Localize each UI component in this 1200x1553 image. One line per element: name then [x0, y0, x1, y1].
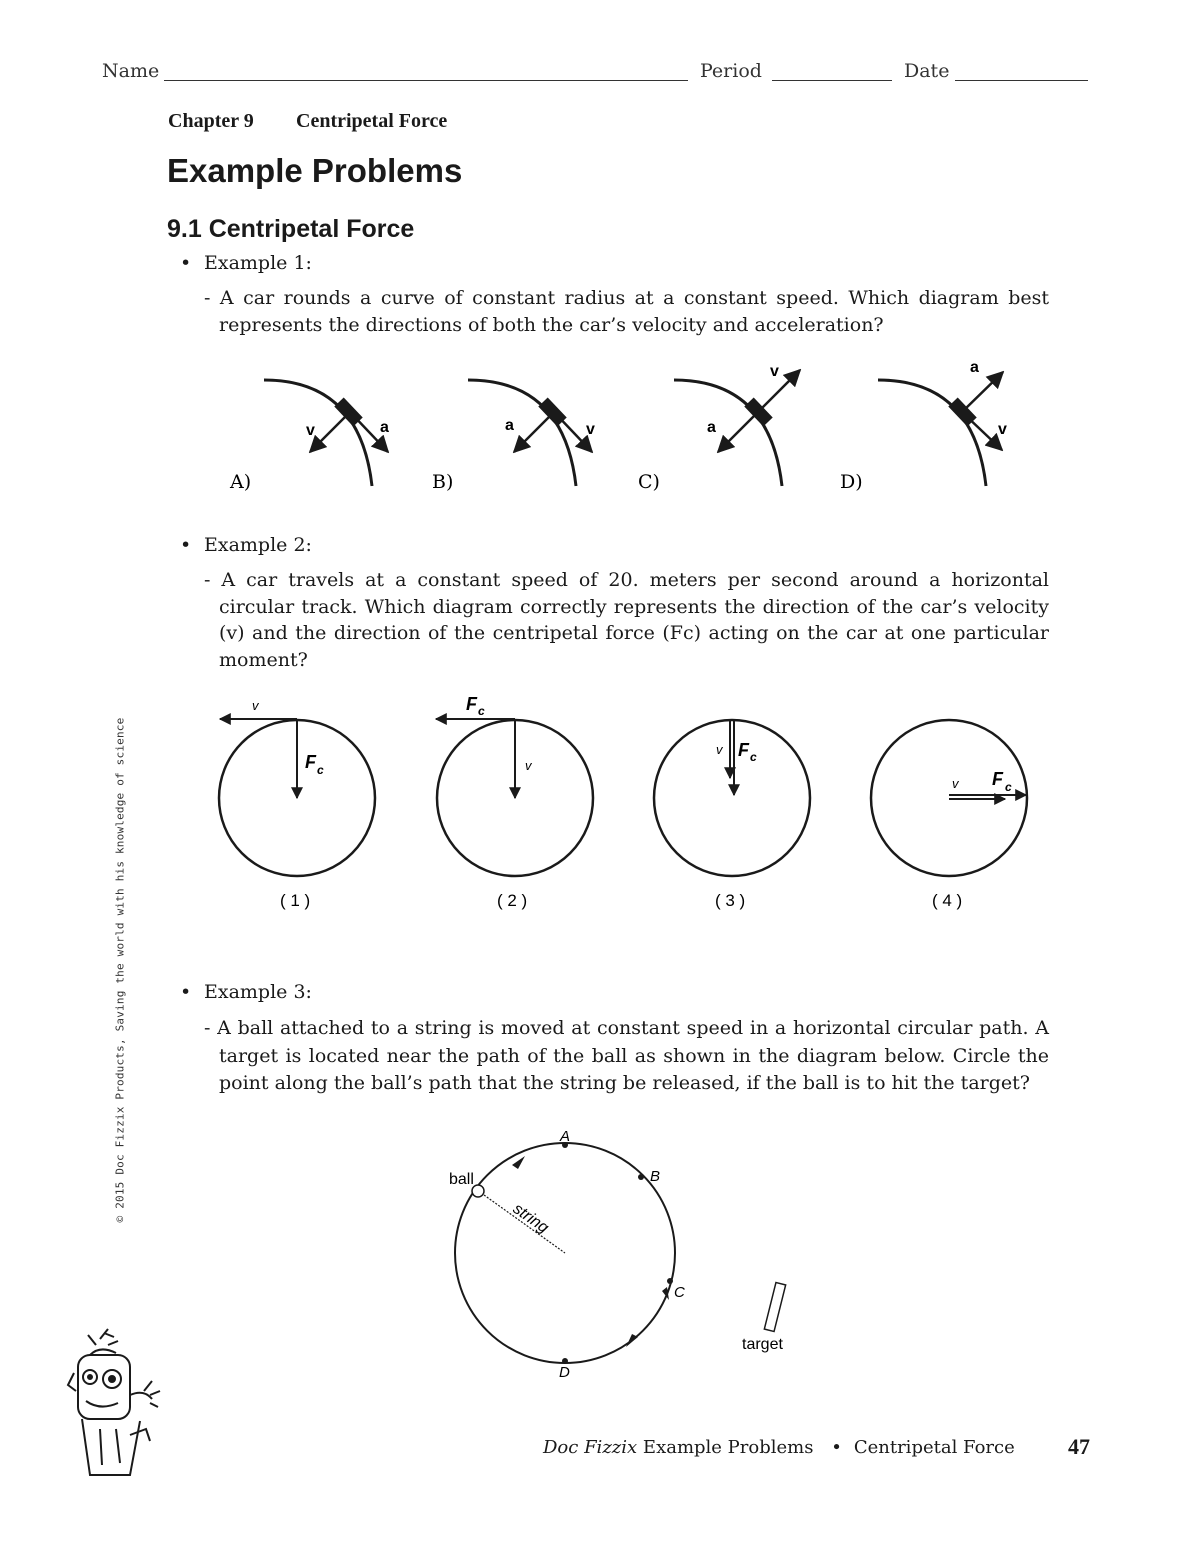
footer-title: Example Problems: [637, 1437, 814, 1458]
choice-d-label: D): [840, 471, 863, 493]
a-label: a: [505, 417, 514, 434]
bullet-3: •: [180, 981, 192, 1003]
target-shape: [764, 1283, 785, 1332]
string-label: string: [509, 1200, 552, 1237]
period-line[interactable]: [772, 80, 892, 81]
point-d-label: D: [559, 1364, 570, 1381]
v-label: v: [770, 363, 779, 380]
point-a-label: A: [560, 1128, 571, 1145]
ball-label: ball: [449, 1171, 474, 1188]
f-label: F: [738, 740, 749, 760]
figure-2-diagrams: [200, 690, 1060, 915]
f-label: F: [305, 752, 316, 772]
name-line[interactable]: [164, 80, 688, 81]
circle-3-label: ( 3 ): [715, 891, 746, 910]
bullet-1: •: [180, 252, 192, 274]
v-label: v: [306, 422, 315, 439]
chapter-title: Centripetal Force: [296, 110, 448, 132]
choice-b-diagram: [432, 380, 595, 493]
v-label: v: [998, 421, 1007, 438]
choice-b-label: B): [432, 471, 454, 493]
c-subscript: c: [750, 750, 757, 764]
footer: [543, 1437, 1015, 1458]
v-label: v: [716, 742, 723, 757]
example-1-text: - A car rounds a curve of constant radius at a constant speed. Which diagram best represents the directions of both the car’s velocity and acceleration?: [204, 287, 1049, 336]
circle-1-diagram: [219, 698, 375, 910]
v-label: v: [586, 421, 595, 438]
circle-2-label: ( 2 ): [497, 891, 528, 910]
choice-a-diagram: [229, 380, 389, 493]
circle-4-diagram: [871, 720, 1027, 910]
a-label: a: [707, 419, 716, 436]
c-subscript: c: [1005, 780, 1012, 794]
v-label: v: [252, 698, 259, 713]
page-title: Example Problems: [167, 152, 463, 189]
footer-bullet: •: [831, 1437, 842, 1458]
c-subscript: c: [478, 704, 485, 718]
period-label: Period: [700, 60, 762, 82]
date-line[interactable]: [955, 80, 1088, 81]
copyright-sidebar: © 2015 Doc Fizzix Products, Saving the world with his knowledge of science: [113, 717, 127, 1223]
circle-1-label: ( 1 ): [280, 891, 311, 910]
f-label: F: [466, 694, 477, 714]
v-label: v: [525, 758, 532, 773]
page-number: 47: [1068, 1434, 1090, 1459]
chapter-number: Chapter 9: [168, 110, 254, 132]
name-label: Name: [102, 60, 160, 82]
a-label: a: [970, 359, 979, 376]
doc-fizzix-mascot-icon: [60, 1325, 165, 1480]
example-1-label: Example 1:: [204, 252, 312, 274]
choice-c-label: C): [638, 471, 660, 493]
choice-d-diagram: [840, 359, 1007, 493]
footer-brand: Doc Fizzix: [543, 1437, 638, 1458]
circle-2-diagram: [436, 694, 593, 910]
example-2-text: - A car travels at a constant speed of 20. meters per second around a horizontal circular track. Which diagram correctly represents the direction of the car’s velocity (v) and the direction of the centripetal force (Fc) acting on the car at one particular moment?: [204, 569, 1049, 671]
circle-3-diagram: [654, 720, 810, 910]
section-title: 9.1 Centripetal Force: [167, 215, 415, 243]
point-c-label: C: [674, 1284, 685, 1301]
example-2-label: Example 2:: [204, 534, 312, 556]
v-label: v: [952, 776, 959, 791]
figure-3-diagram: [430, 1125, 830, 1385]
figure-1-diagrams: [200, 350, 1060, 500]
choice-c-diagram: [638, 363, 800, 493]
point-b-label: B: [650, 1168, 661, 1185]
date-label: Date: [904, 60, 950, 82]
f-label: F: [992, 769, 1003, 789]
choice-a-label: A): [230, 471, 252, 493]
footer-topic: Centripetal Force: [853, 1437, 1015, 1458]
circle-4-label: ( 4 ): [932, 891, 963, 910]
bullet-2: •: [180, 534, 192, 556]
target-label: target: [742, 1336, 783, 1353]
example-3-label: Example 3:: [204, 981, 312, 1003]
c-subscript: c: [317, 763, 324, 777]
a-label: a: [380, 419, 389, 436]
example-3-text: - A ball attached to a string is moved at constant speed in a horizontal circular path. A target is located near the path of the ball as shown in the diagram below. Circle the point along the ball’s path that the string be released, if the ball is to hit the target?: [204, 1017, 1049, 1094]
